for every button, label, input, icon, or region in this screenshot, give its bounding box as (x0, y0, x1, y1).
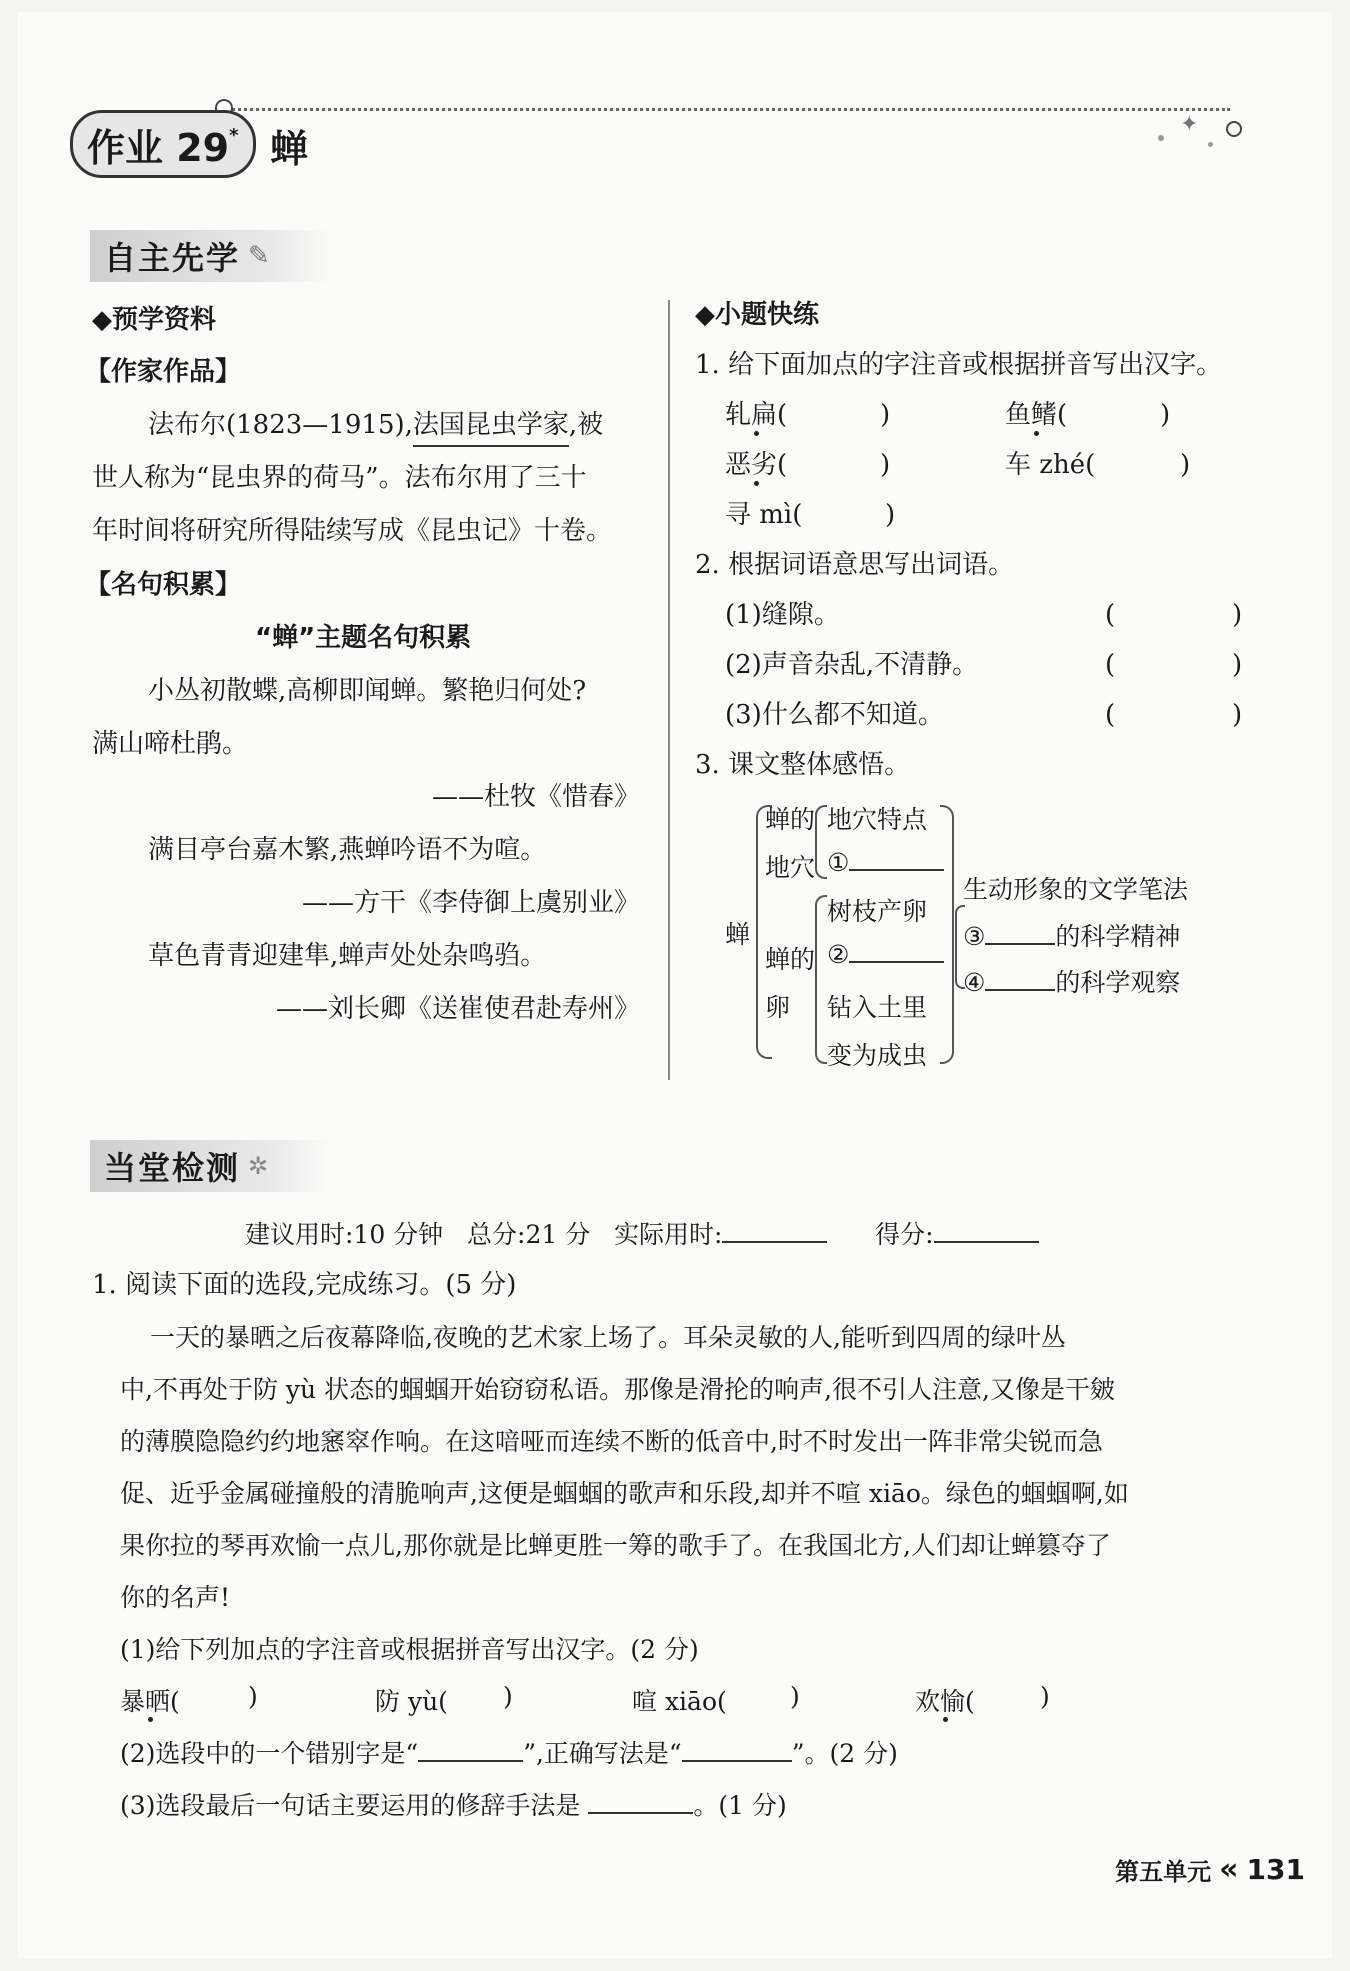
sub2-text: ”,正确写法是“ (523, 1739, 682, 1768)
author-text: 法布尔(1823—1915), (148, 410, 413, 440)
sub1-close: ) (790, 1682, 800, 1711)
section-banner-self-study (90, 230, 332, 282)
sub2-text: ”。(2 分) (791, 1739, 898, 1768)
diagram-g2-item-4: 变为成虫 (827, 1041, 928, 1070)
sub1-item-1 (120, 1682, 180, 1718)
decor-dot-icon (1208, 142, 1213, 147)
diagram-g1a: 蝉的 (765, 805, 816, 834)
quote-1-line-2: 满山啼杜鹃。 (92, 729, 249, 759)
q1-item-text: 轧扁( (725, 400, 788, 430)
end-circle-icon (1226, 121, 1242, 137)
practice-q2: 2. 根据词语意思写出词语。 (695, 550, 1015, 580)
author-text: ,被 (568, 410, 604, 440)
sub3-text: 。(1 分) (693, 1791, 787, 1820)
unit-label: 第五单元 (1115, 1858, 1212, 1886)
lesson-title: 蝉 (270, 127, 309, 171)
q1-close: ) (880, 450, 891, 480)
sub-question-3 (120, 1786, 787, 1822)
q2-item-3: (3)什么都不知道。 (725, 700, 944, 730)
q1-close: ) (885, 500, 896, 530)
q2-item-1: (1)缝隙。 (725, 600, 840, 630)
page-footer (1115, 1852, 1305, 1887)
diagram-brace (815, 895, 827, 1064)
q1-close: ) (1160, 400, 1171, 430)
diagram-text: 的科学观察 (1055, 968, 1181, 997)
author-underlined: 法国昆虫学家 (413, 405, 569, 447)
decor-dot-icon (1158, 135, 1164, 141)
diagram-g2b: 卵 (765, 993, 791, 1022)
diagram-brace (815, 805, 827, 879)
author-works-label: 【作家作品】 (85, 357, 242, 387)
passage-line-4: 促、近乎金属碰撞般的清脆响声,这便是蝈蝈的歌声和乐段,却并不喧 xiāo。绿色的蝈蝈啊,如 (120, 1479, 1129, 1508)
practice-q1: 1. 给下面加点的字注音或根据拼音写出汉字。 (695, 350, 1223, 380)
q2-close: ) (1232, 700, 1243, 730)
author-line-3: 年时间将研究所得陆续写成《昆虫记》十卷。 (92, 516, 613, 546)
diagram-g1-item-1: 地穴特点 (827, 805, 928, 834)
author-line-1 (148, 405, 603, 447)
diagram-g1b: 地穴 (765, 853, 816, 882)
sub2-text: (2)选段中的一个错别字是“ (120, 1739, 419, 1768)
diagram-num: ① (827, 848, 850, 877)
test-meta-text: 建议用时:10 分钟 总分:21 分 实际用时: (245, 1220, 723, 1249)
sub1-close: ) (503, 1682, 513, 1711)
test-meta (245, 1215, 1039, 1251)
diagram-g2-item-3: 钻入土里 (827, 993, 928, 1022)
preview-heading: ◆预学资料 (92, 305, 216, 335)
q2-close: ) (1232, 650, 1243, 680)
q2-close: ) (1232, 600, 1243, 630)
diagram-g2a: 蝉的 (765, 945, 816, 974)
practice-q3: 3. 课文整体感悟。 (695, 750, 911, 780)
sub3-text: (3)选段最后一句话主要运用的修辞手法是 (120, 1791, 581, 1820)
quote-2: 满目亭台嘉木繁,燕蝉吟语不为喧。 (148, 835, 547, 865)
practice-heading: ◆小题快练 (695, 300, 819, 330)
quotes-label: 【名句积累】 (85, 570, 242, 600)
sub1-close: ) (248, 1682, 258, 1711)
homework-badge (70, 110, 256, 178)
q1-item-3 (725, 445, 787, 485)
diagram-root: 蝉 (725, 920, 751, 949)
q2-open: ( (1105, 600, 1116, 630)
page-number: 131 (1246, 1853, 1305, 1886)
diagram-g1-item-2 (827, 848, 944, 877)
q1-item-4: 车 zhé( (1005, 450, 1096, 480)
q1-item-text: 鱼鳍( (1005, 400, 1068, 430)
badge-star: * (229, 125, 239, 146)
passage-line-5: 果你拉的琴再欢愉一点儿,那你就是比蝉更胜一筹的歌手了。在我国北方,人们却让蝉篡夺了 (120, 1531, 1111, 1560)
pencil-icon: ✎ (248, 241, 272, 271)
author-line-2: 世人称为“昆虫界的荷马”。法布尔用了三十 (92, 463, 587, 493)
diagram-num: ④ (963, 968, 986, 997)
section-title: 自主先学 (104, 239, 241, 277)
q1-close: ) (1180, 450, 1191, 480)
q1-close: ) (880, 400, 891, 430)
quote-2-source: ——方干《李侍御上虞别业》 (301, 888, 640, 918)
quote-3: 草色青青迎建隼,蝉声处处杂鸣驺。 (148, 941, 547, 971)
sub1-item-text: 暴晒( (120, 1687, 180, 1716)
passage-line-2: 中,不再处于防 yù 状态的蝈蝈开始窃窃私语。那像是滑抡的响声,很不引人注意,又像是干皴 (120, 1375, 1115, 1404)
q1-item-text: 恶劣( (725, 450, 788, 480)
passage-line-6: 你的名声! (120, 1583, 231, 1612)
q2-item-2: (2)声音杂乱,不清静。 (725, 650, 979, 680)
column-divider (668, 300, 670, 1080)
diagram-right-4 (963, 963, 1180, 999)
quote-1-line-1: 小丛初散蝶,高柳即闻蝉。繁艳归何处? (148, 676, 587, 706)
passage-line-3: 的薄膜隐隐约约地窸窣作响。在这喑哑而连续不断的低音中,时不时发出一阵非常尖锐而急 (120, 1427, 1103, 1456)
sub-question-2 (120, 1734, 898, 1770)
diagram-g2-item-1: 树枝产卵 (827, 897, 928, 926)
diagram-right-3 (963, 917, 1180, 953)
test-q1: 1. 阅读下面的选段,完成练习。(5 分) (92, 1270, 517, 1300)
diagram-num: ③ (963, 922, 986, 951)
diagram-right-top: 生动形象的文学笔法 (963, 875, 1189, 904)
quote-1-source: ——杜牧《惜春》 (431, 782, 640, 812)
section-banner-test (90, 1140, 330, 1192)
q2-open: ( (1105, 650, 1116, 680)
q1-item-5: 寻 mì( (725, 500, 803, 530)
sub1-item-3: 喧 xiāo( (632, 1687, 727, 1716)
double-chevron-left-icon: « (1219, 1852, 1239, 1887)
quotes-title: “蝉”主题名句积累 (255, 623, 472, 653)
section-title: 当堂检测 (104, 1149, 241, 1187)
sub1-item-text: 欢愉( (915, 1687, 975, 1716)
q1-item-1 (725, 395, 787, 435)
diagram-g2-item-2 (827, 940, 944, 969)
sparkle-icon: ✦ (1180, 112, 1199, 137)
quote-3-source: ——刘长卿《送崔使君赴寿州》 (275, 994, 640, 1024)
diagram-brace-right (940, 805, 954, 1064)
homework-number: 作业 29 (87, 125, 230, 170)
sub1-item-4 (915, 1682, 975, 1718)
q1-item-2 (1005, 395, 1067, 435)
sub-question-1: (1)给下列加点的字注音或根据拼音写出汉字。(2 分) (120, 1635, 699, 1664)
diagram-num: ② (827, 940, 850, 969)
sparkle-icon: ✲ (248, 1152, 271, 1180)
q2-open: ( (1105, 700, 1116, 730)
sub1-item-2: 防 yù( (375, 1687, 448, 1716)
sub1-close: ) (1040, 1682, 1050, 1711)
header-dotted-line (215, 108, 1230, 111)
diagram-text: 的科学精神 (1055, 922, 1181, 951)
passage-line-1: 一天的暴晒之后夜幕降临,夜晚的艺术家上场了。耳朵灵敏的人,能听到四周的绿叶丛 (150, 1323, 1066, 1352)
score-label: 得分: (875, 1220, 934, 1249)
